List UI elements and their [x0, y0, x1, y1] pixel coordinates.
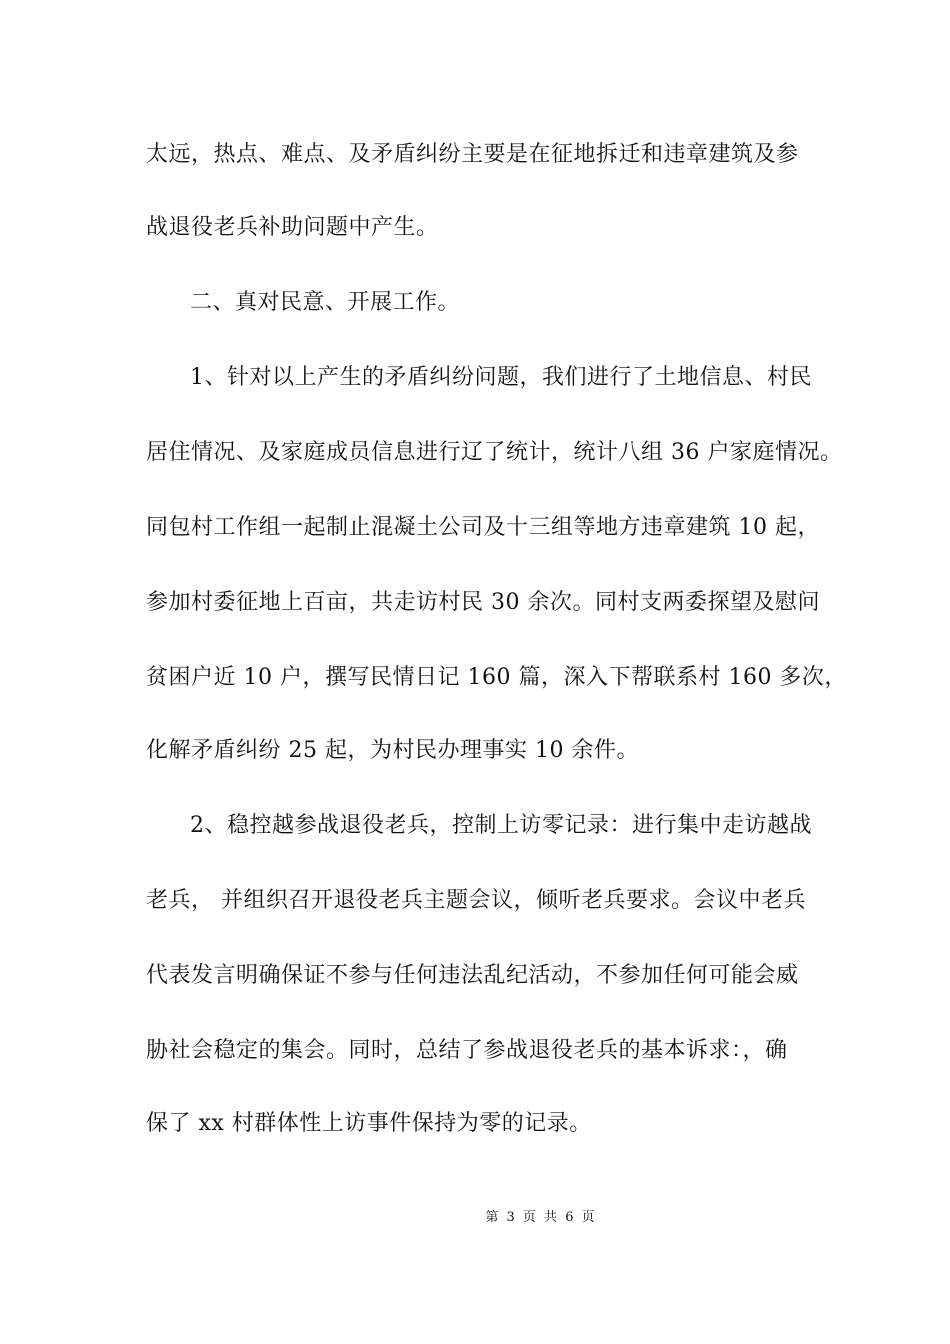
text-line-4: 1、针对以上产生的矛盾纠纷问题，我们进行了土地信息、村民 — [190, 365, 812, 390]
text-line-13: 胁社会稳定的集会。同时，总结了参战退役老兵的基本诉求：，确 — [146, 1038, 788, 1063]
section-heading: 二、真对民意、开展工作。 — [190, 290, 461, 315]
text-line-9: 化解矛盾纠纷 25 起，为村民办理事实 10 余件。 — [146, 738, 639, 763]
text-line-10: 2、稳控越参战退役老兵，控制上访零记录：进行集中走访越战 — [190, 813, 812, 838]
text-line-6: 同包村工作组一起制止混凝土公司及十三组等地方违章建筑 10 起， — [146, 515, 820, 540]
text-line-1: 太远，热点、难点、及矛盾纠纷主要是在征地拆迁和违章建筑及参 — [146, 142, 799, 167]
text-line-5: 居住情况、及家庭成员信息进行辽了统计，统计八组 36 户家庭情况。 — [146, 440, 843, 465]
page-footer: 第 3 页 共 6 页 — [485, 1210, 595, 1225]
text-line-8: 贫困户近 10 户，撰写民情日记 160 篇，深入下帮联系村 160 多次， — [146, 665, 847, 690]
text-line-7: 参加村委征地上百亩，共走访村民 30 余次。同村支两委探望及慰问 — [146, 590, 820, 615]
text-line-11: 老兵， 并组织召开退役老兵主题会议，倾听老兵要求。会议中老兵 — [146, 888, 806, 913]
text-line-12: 代表发言明确保证不参与任何违法乱纪活动，不参加任何可能会威 — [146, 963, 799, 988]
text-line-2: 战退役老兵补助问题中产生。 — [146, 215, 439, 240]
text-line-14: 保了 xx 村群体性上访事件保持为零的记录。 — [146, 1111, 592, 1136]
